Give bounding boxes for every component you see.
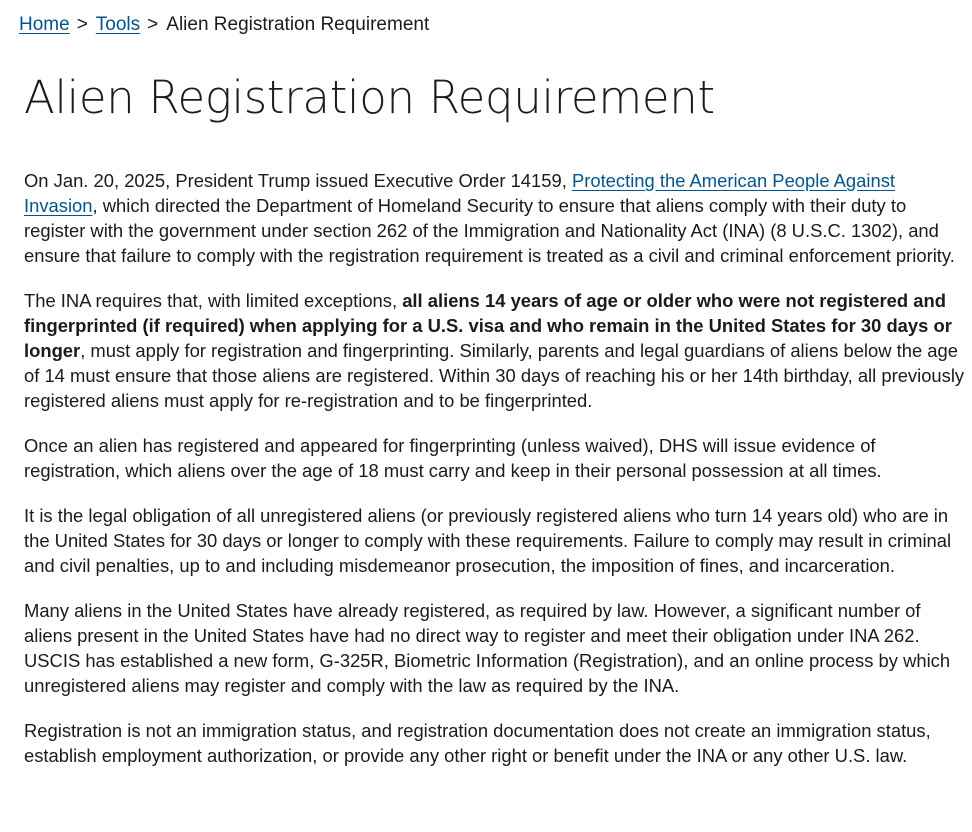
breadcrumb-link-tools[interactable]: Tools [95,14,141,35]
breadcrumb-link-home[interactable]: Home [19,14,70,35]
main-content [24,168,969,788]
paragraph-text: On Jan. 20, 2025, President Trump issued Executive Order 14159, [24,170,572,191]
page-title: Alien Registration Requirement [24,71,715,124]
paragraph-evidence-of-registration: Once an alien has registered and appeared for fingerprinting (unless waived), DHS will issue evidence of registration, which aliens over the age of 18 must carry and keep in their personal possession at all times. [24,435,882,481]
paragraph-legal-obligation: It is the legal obligation of all unregistered aliens (or previously registered aliens who turn 14 years old) who are in the United States for 30 days or longer to comply with these requirements. Failure to comply may result in criminal and civil penalties, up to and including misdemeanor prosecution, the imposition of fines, and incarceration. [24,505,952,576]
breadcrumb-current: Alien Registration Requirement [166,14,430,35]
breadcrumb-separator: > [76,14,88,35]
paragraph-executive-order [24,168,969,268]
paragraph-new-form: Many aliens in the United States have already registered, as required by law. However, a significant number of aliens present in the United States have had no direct way to register and meet their obligation under INA 262. USCIS has established a new form, G-325R, Biometric Information (Registration), and an online process by which unregistered aliens may register and comply with the law as required by the INA. [24,600,951,696]
breadcrumb-separator: > [147,14,159,35]
paragraph-text: The INA requires that, with limited exceptions, [24,290,403,311]
executive-order-link[interactable]: Protecting the American People Against Invasion [24,170,896,216]
paragraph-text: , must apply for registration and fingerprinting. Similarly, parents and legal guardians of aliens below the age of 14 must ensure that those aliens are registered. Within 30 days of reaching his or her 14th birthday, all previously registered aliens must apply for re-registration and to be fingerprinted. [24,340,965,411]
breadcrumb [19,12,429,38]
paragraph-ina-requirement [24,288,969,413]
paragraph-text: , which directed the Department of Homeland Security to ensure that aliens comply with their duty to register with the government under section 262 of the Immigration and Nationality Act (INA) (8 U.S.C. 1302), and ensure that failure to comply with the registration requirement is treated as a civil and criminal enforcement priority. [24,195,955,266]
paragraph-not-immigration-status: Registration is not an immigration status, and registration documentation does not create an immigration status, establish employment authorization, or provide any other right or benefit under the INA or any other U.S. law. [24,720,931,766]
emphasized-requirement: all aliens 14 years of age or older who were not registered and fingerprinted (if required) when applying for a U.S. visa and who remain in the United States for 30 days or longer [24,290,952,361]
